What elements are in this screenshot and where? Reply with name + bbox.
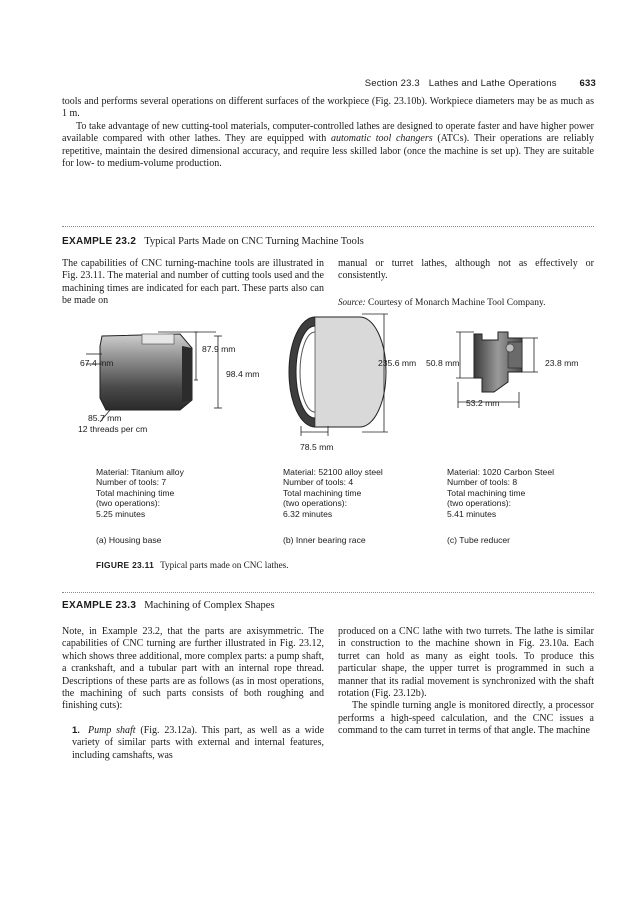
example-title: Typical Parts Made on CNC Turning Machine Tools <box>144 236 364 247</box>
source-label: Source: <box>338 297 366 307</box>
dim-label: 78.5 mm <box>300 442 334 452</box>
part-material: Material: Titanium alloy <box>96 467 184 477</box>
dim-label: 67.4 mm <box>80 358 114 368</box>
list-item-number: 1. <box>72 725 80 736</box>
intro-p2-term: automatic tool changers <box>331 133 433 145</box>
part-ops: (two operations): <box>447 498 512 509</box>
figure-caption-text: Typical parts made on CNC lathes. <box>160 560 289 570</box>
dim-label: 87.9 mm <box>202 344 236 354</box>
example-label: EXAMPLE 23.2 <box>62 236 137 247</box>
example-23-2-right-text: manual or turret lathes, although not as effectively or consistently. <box>338 258 594 282</box>
figure-23-11-drawing <box>62 312 594 462</box>
dim-label: 50.8 mm <box>426 358 460 368</box>
header-section: Section 23.3 <box>364 78 420 89</box>
part-ops: (two operations): <box>96 498 161 509</box>
intro-text <box>62 96 594 170</box>
part-caption: (b) Inner bearing race <box>283 535 366 546</box>
tube-reducer-part <box>474 332 522 392</box>
part-caption: (a) Housing base <box>96 535 162 546</box>
list-item-text: (Fig. 23.12a). This part, as well as a wide variety of similar parts with external and internal features, including camshafts, was <box>72 725 325 761</box>
list-item-pump-shaft <box>72 725 324 762</box>
part-caption: (c) Tube reducer <box>447 535 511 546</box>
intro-paragraph-1: tools and performs several operations on different surfaces of the workpiece (Fig. 23.10b). Workpiece diameters may be as much as 1 m. <box>62 96 594 120</box>
dim-label: 23.8 mm <box>545 358 579 368</box>
example-23-3-right-text <box>338 626 594 738</box>
intro-paragraph-2 <box>62 121 594 171</box>
part-tools: Number of tools: 4 <box>283 477 354 488</box>
part-material: Material: 1020 Carbon Steel <box>447 467 555 477</box>
part-ops: (two operations): <box>283 498 348 509</box>
divider-rule <box>62 592 594 593</box>
part-minutes: 6.32 minutes <box>283 508 333 519</box>
part-c-info <box>447 467 554 545</box>
part-b-info <box>283 467 383 545</box>
part-material: Material: 52100 alloy steel <box>283 467 383 477</box>
list-item-term: Pump shaft <box>88 725 136 736</box>
page-number: 633 <box>579 78 596 89</box>
example-title: Machining of Complex Shapes <box>144 600 275 611</box>
right-paragraph-2: The spindle turning angle is monitored directly, a processor performs a high-speed calculation, and the CNC issues a command to the cam turret in terms of that angle. The machine <box>338 700 594 737</box>
figure-source <box>338 297 545 308</box>
intro-p2-after: (ATCs). Their operations are reliably repetitive, maintain the desired dimensional accuracy, and require less skilled labor (once the machine is set up). They are suitable for low- to medium-volume production. <box>62 133 594 170</box>
running-header <box>365 78 596 89</box>
dim-label: 85.7 mm <box>88 413 122 423</box>
part-minutes: 5.25 minutes <box>96 508 146 519</box>
dim-label: 235.6 mm <box>378 358 417 368</box>
housing-base-part <box>100 334 192 410</box>
example-23-2-left-text: The capabilities of CNC turning-machine tools are illustrated in Fig. 23.11. The material and number of cutting tools used and the machining times are indicated for each part. These parts also can be made on <box>62 258 324 307</box>
part-time-label: Total machining time <box>447 487 526 498</box>
example-23-3-heading <box>62 600 275 611</box>
example-23-2-heading <box>62 236 364 247</box>
dim-label: 98.4 mm <box>226 369 260 379</box>
part-time-label: Total machining time <box>283 487 362 498</box>
example-label: EXAMPLE 23.3 <box>62 600 137 611</box>
inner-bearing-race-part <box>289 317 386 427</box>
part-time-label: Total machining time <box>96 487 175 498</box>
figure-caption <box>96 560 289 570</box>
part-tools: Number of tools: 8 <box>447 477 518 488</box>
divider-rule <box>62 226 594 227</box>
dim-label: 53.2 mm <box>466 398 500 408</box>
figure-label: FIGURE 23.11 <box>96 560 155 570</box>
example-23-3-left-text: Note, in Example 23.2, that the parts are axisymmetric. The capabilities of CNC turning are further illustrated in Fig. 23.12, which shows three additional, more complex parts: a pump shaft, a crankshaft, and a tubular part with an internal rope thread. Descriptions of these parts are as follows (as in most operations, the machining of such parts consists of both roughing and finishing cuts): <box>62 626 324 712</box>
header-title: Lathes and Lathe Operations <box>428 78 557 89</box>
right-paragraph-1: produced on a CNC lathe with two turrets. The lathe is similar in construction to the machine shown in Fig. 23.10a. Each turret can hold as many as eight tools. To produce this particular shape, the upper turret is programmed in such a manner that its radial movement is synchronized with the shaft rotation (Fig. 23.12b). <box>338 626 594 700</box>
part-minutes: 5.41 minutes <box>447 508 497 519</box>
intro-p2-before: To take advantage of new cutting-tool materials, computer-controlled lathes are designed to operate faster and have higher power available compared with other lathes. They are equipped with <box>62 120 594 145</box>
part-a-info <box>96 467 184 545</box>
part-tools: Number of tools: 7 <box>96 477 167 488</box>
dim-label: 12 threads per cm <box>78 424 148 434</box>
source-text: Courtesy of Monarch Machine Tool Company. <box>368 298 546 308</box>
